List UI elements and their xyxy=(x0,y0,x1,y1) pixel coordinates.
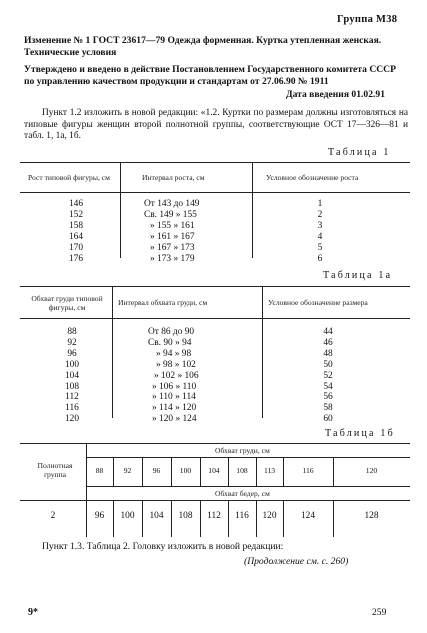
point-1-3-text: Пункт 1.3. Таблица 2. Головку изложить в новой редакции: xyxy=(42,541,284,552)
table-cell: 108 xyxy=(178,511,193,521)
table-cell: 4 xyxy=(317,231,323,242)
table-cell: 120 xyxy=(64,414,80,425)
table-cell: » 106 » 110 xyxy=(152,381,197,392)
table-cell: 104 xyxy=(208,466,220,475)
table-cell: 5 xyxy=(317,242,323,253)
table1a-col-chest xyxy=(56,327,88,425)
table-cell: 2 xyxy=(50,511,56,521)
table1b-chest-header: Обхват груди, см xyxy=(215,446,270,455)
table1-col-interval xyxy=(144,199,244,264)
table1-divider-1 xyxy=(120,162,121,258)
table-cell: » 155 » 161 xyxy=(150,220,195,231)
table-cell: Св. 90 » 94 xyxy=(148,337,192,348)
table1b-divider-group xyxy=(86,443,87,537)
table1-col-symbol xyxy=(310,199,330,264)
table-cell: 6 xyxy=(317,253,323,264)
table1-header-symbol: Условное обозначение роста xyxy=(266,173,359,182)
table1a-col-size xyxy=(316,327,340,425)
table-cell: 124 xyxy=(300,511,316,521)
table-cell: » 102 » 106 xyxy=(154,370,199,381)
table1b-top-rule xyxy=(20,443,410,444)
table-cell: 104 xyxy=(64,370,80,381)
table-cell: 152 xyxy=(68,209,84,220)
table-cell: 58 xyxy=(323,403,333,414)
table-cell: 56 xyxy=(323,392,333,403)
table-cell: » 110 » 114 xyxy=(152,392,196,403)
table-cell: 3 xyxy=(317,220,323,231)
intro-paragraph: Пункт 1.2 изложить в новой редакции: «1.2. Куртки по размерам должны изготовляться на типовые фигуры женщин второй полнотной группы, соответствующие ОСТ 17—326—81 и табл. 1, 1а, 1б. xyxy=(24,108,408,142)
table-cell: 158 xyxy=(68,220,84,231)
table1b-hips-rule-top xyxy=(86,486,410,487)
table-cell: » 120 » 124 xyxy=(152,414,197,425)
table1a-col-interval xyxy=(148,327,252,425)
page-number: 259 xyxy=(372,607,387,618)
table1a-divider-2 xyxy=(262,286,263,418)
table1b-hips-header: Обхват бедер, см xyxy=(215,489,270,498)
table-cell: 108 xyxy=(236,466,248,475)
table-cell: 176 xyxy=(68,253,84,264)
table1b-hips-rule-bottom xyxy=(20,500,410,501)
table1-caption: Таблица 1 xyxy=(328,147,391,158)
table-cell: 96 xyxy=(94,511,105,521)
table1a-header-interval: Интервал обхвата груди, см xyxy=(118,298,208,307)
table1b-chest-rule xyxy=(86,457,410,458)
table-cell: 170 xyxy=(68,242,84,253)
table1a-header-chest: Обхват груди типовой фигуры, см xyxy=(31,294,103,312)
table-cell: » 167 » 173 xyxy=(150,242,195,253)
table1a-header-rule xyxy=(20,318,410,319)
table1-header-interval: Интервал роста, см xyxy=(142,173,205,182)
table1a-top-rule xyxy=(20,286,410,287)
table-cell: » 114 » 120 xyxy=(152,403,197,414)
table-cell: » 173 » 179 xyxy=(150,253,195,264)
table-cell: 44 xyxy=(323,327,333,337)
table-cell: 116 xyxy=(235,511,249,521)
table-cell: 92 xyxy=(123,466,132,475)
table-cell: 120 xyxy=(365,466,378,475)
table-cell: От 143 до 149 xyxy=(144,199,200,209)
table-cell: 164 xyxy=(68,231,84,242)
table-cell: Св. 149 » 155 xyxy=(144,209,197,220)
table-cell: 112 xyxy=(65,392,79,403)
table1-header-height: Рост типовой фигуры, см xyxy=(28,173,110,182)
table1-header-rule xyxy=(20,192,410,193)
amendment-title: Изменение № 1 ГОСТ 23617—79 Одежда форменная. Куртка утепленная женская. Технические условия xyxy=(24,35,382,58)
table-cell: 46 xyxy=(323,337,333,348)
table-cell: 128 xyxy=(364,511,379,521)
table-cell: 104 xyxy=(149,511,164,521)
table1-top-rule xyxy=(20,162,410,163)
table-cell: 116 xyxy=(302,466,314,475)
table-cell: 1 xyxy=(317,199,323,209)
signature-mark: 9* xyxy=(28,607,38,618)
table-cell: 120 xyxy=(262,511,277,521)
table-cell: » 98 » 102 xyxy=(156,359,196,370)
table1a-divider-1 xyxy=(112,286,113,418)
group-code: Группа М38 xyxy=(337,14,398,25)
continued-note: (Продолжение см. с. 260) xyxy=(244,556,349,567)
table-cell: 88 xyxy=(95,466,104,475)
table1-col-height xyxy=(58,199,94,264)
approval-statement: Утверждено и введено в действие Постановлением Государственного комитета СССР по управлению качеством продукции и стандартам от 27.06.90 № 1911 xyxy=(24,64,396,87)
table-cell: 88 xyxy=(67,327,77,337)
table-cell: » 161 » 167 xyxy=(150,231,195,242)
table1b-caption: Таблица 1б xyxy=(325,428,395,439)
table1-divider-2 xyxy=(252,162,253,258)
table-cell: От 86 до 90 xyxy=(148,327,195,337)
table-cell: 48 xyxy=(323,348,333,359)
table-cell: 52 xyxy=(323,370,333,381)
table-cell: 60 xyxy=(323,414,333,425)
table-cell: 50 xyxy=(323,359,333,370)
table-cell: 54 xyxy=(323,381,333,392)
table1b-row-header: Полнотная группа xyxy=(37,461,73,479)
table-cell: 2 xyxy=(317,209,323,220)
table-cell: 116 xyxy=(65,403,79,414)
table-cell: 96 xyxy=(67,348,77,359)
effective-date: Дата введения 01.02.91 xyxy=(286,89,386,100)
table1a-header-size: Условное обозначение размера xyxy=(268,298,368,307)
table-cell: 100 xyxy=(179,466,192,475)
table-cell: 113 xyxy=(263,466,276,475)
table-cell: 146 xyxy=(68,199,84,209)
table-cell: 112 xyxy=(207,511,221,521)
table-cell: » 94 » 98 xyxy=(156,348,192,359)
table-cell: 92 xyxy=(67,337,77,348)
table-cell: 96 xyxy=(152,466,161,475)
table-cell: 108 xyxy=(64,381,80,392)
table-cell: 100 xyxy=(120,511,135,521)
table1a-caption: Таблица 1а xyxy=(323,270,393,281)
table-cell: 100 xyxy=(64,359,80,370)
